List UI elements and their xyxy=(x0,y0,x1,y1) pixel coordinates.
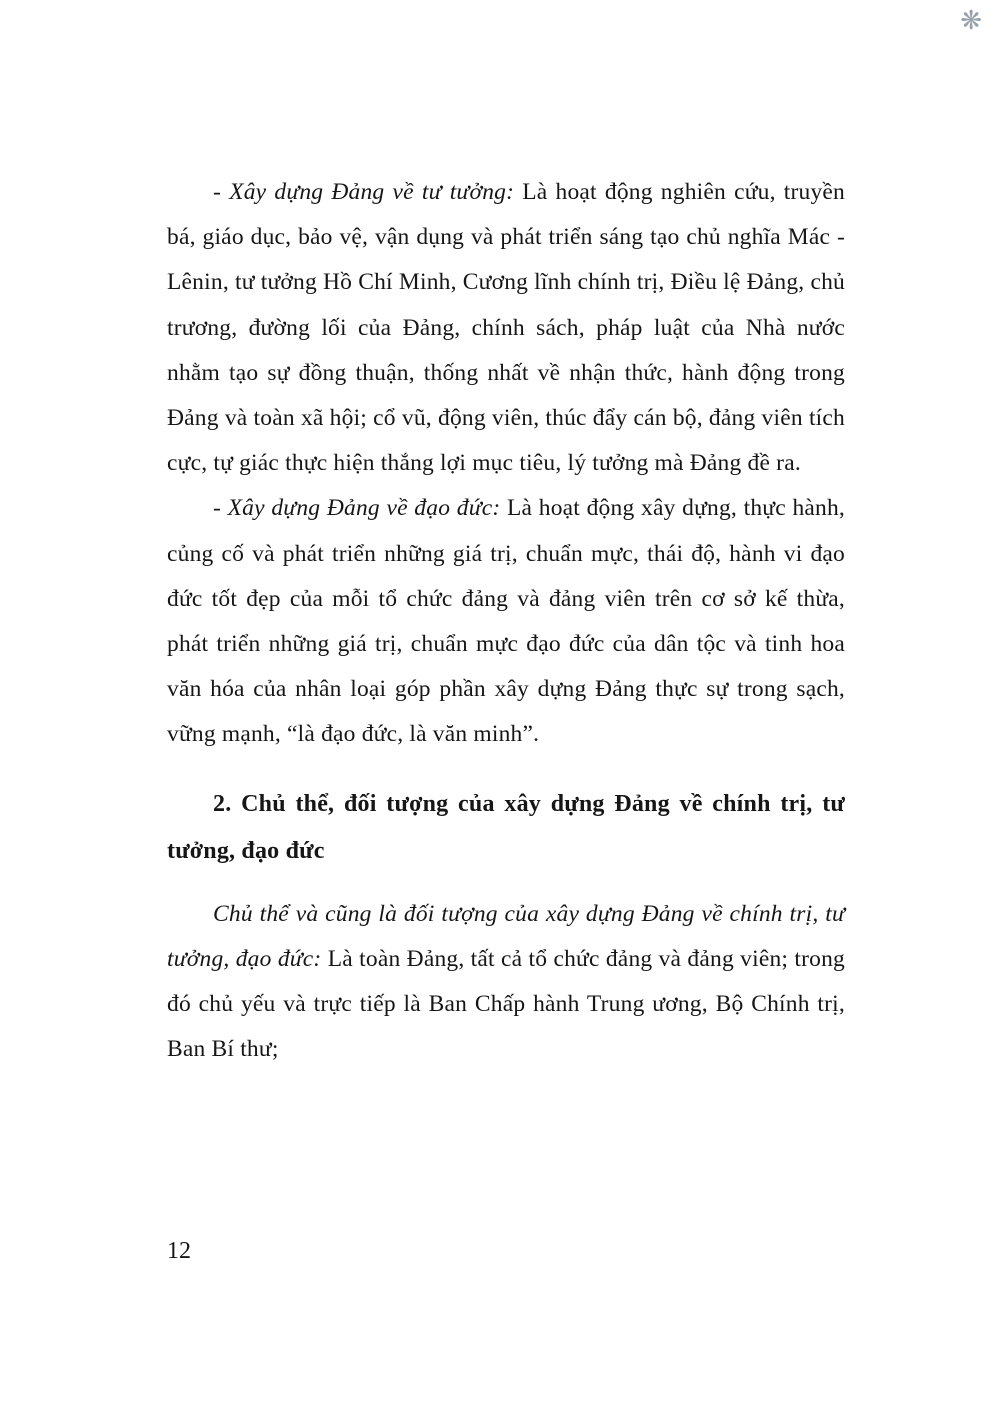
paragraph-chu-the-body: Là toàn Đảng, tất cả tổ chức đảng và đảng viên; trong đó chủ yếu và trực tiếp là Ban Chấp hành Trung ương, Bộ Chính trị, Ban Bí thư; xyxy=(167,945,845,1063)
paragraph-chu-the xyxy=(167,892,845,1073)
paragraph-chu-the-lead: Chủ thể và cũng là đối tượng của xây dựng Đảng về chính trị, tư tưởng, đạo đức: xyxy=(167,900,845,972)
flower-ornament-icon: ❋ xyxy=(960,6,982,35)
paragraph-tu-tuong-body: Là hoạt động nghiên cứu, truyền bá, giáo dục, bảo vệ, vận dụng và phát triển sáng tạo chủ nghĩa Mác - Lênin, tư tưởng Hồ Chí Minh, Cương lĩnh chính trị, Điều lệ Đảng, chủ trương, đường lối của Đảng, chính sách, pháp luật của Nhà nước nhằm tạo sự đồng thuận, thống nhất về nhận thức, hành động trong Đảng và toàn xã hội; cổ vũ, động viên, thúc đẩy cán bộ, đảng viên tích cực, tự giác thực hiện thắng lợi mục tiêu, lý tưởng mà Đảng đề ra. xyxy=(167,179,846,477)
paragraph-tu-tuong-lead: - Xây dựng Đảng về tư tưởng: xyxy=(213,179,523,205)
page-number: 12 xyxy=(167,1238,191,1264)
section-heading: 2. Chủ thể, đối tượng của xây dựng Đảng về chính trị, tư tưởng, đạo đức xyxy=(167,790,845,864)
page-text-block xyxy=(167,170,845,1072)
paragraph-dao-duc-lead: - Xây dựng Đảng về đạo đức: xyxy=(213,495,507,522)
paragraph-dao-duc xyxy=(167,486,845,757)
paragraph-dao-duc-body: Là hoạt động xây dựng, thực hành, củng cố và phát triển những giá trị, chuẩn mực, thái độ, hành vi đạo đức tốt đẹp của mỗi tổ chức đảng và đảng viên trên cơ sở kế thừa, phát triển những giá trị, chuẩn mực đạo đức của dân tộc và tinh hoa văn hóa của nhân loại góp phần xây dựng Đảng thực sự trong sạch, vững mạnh, “là đạo đức, là văn minh”. xyxy=(167,495,845,748)
paragraph-tu-tuong xyxy=(167,170,845,486)
